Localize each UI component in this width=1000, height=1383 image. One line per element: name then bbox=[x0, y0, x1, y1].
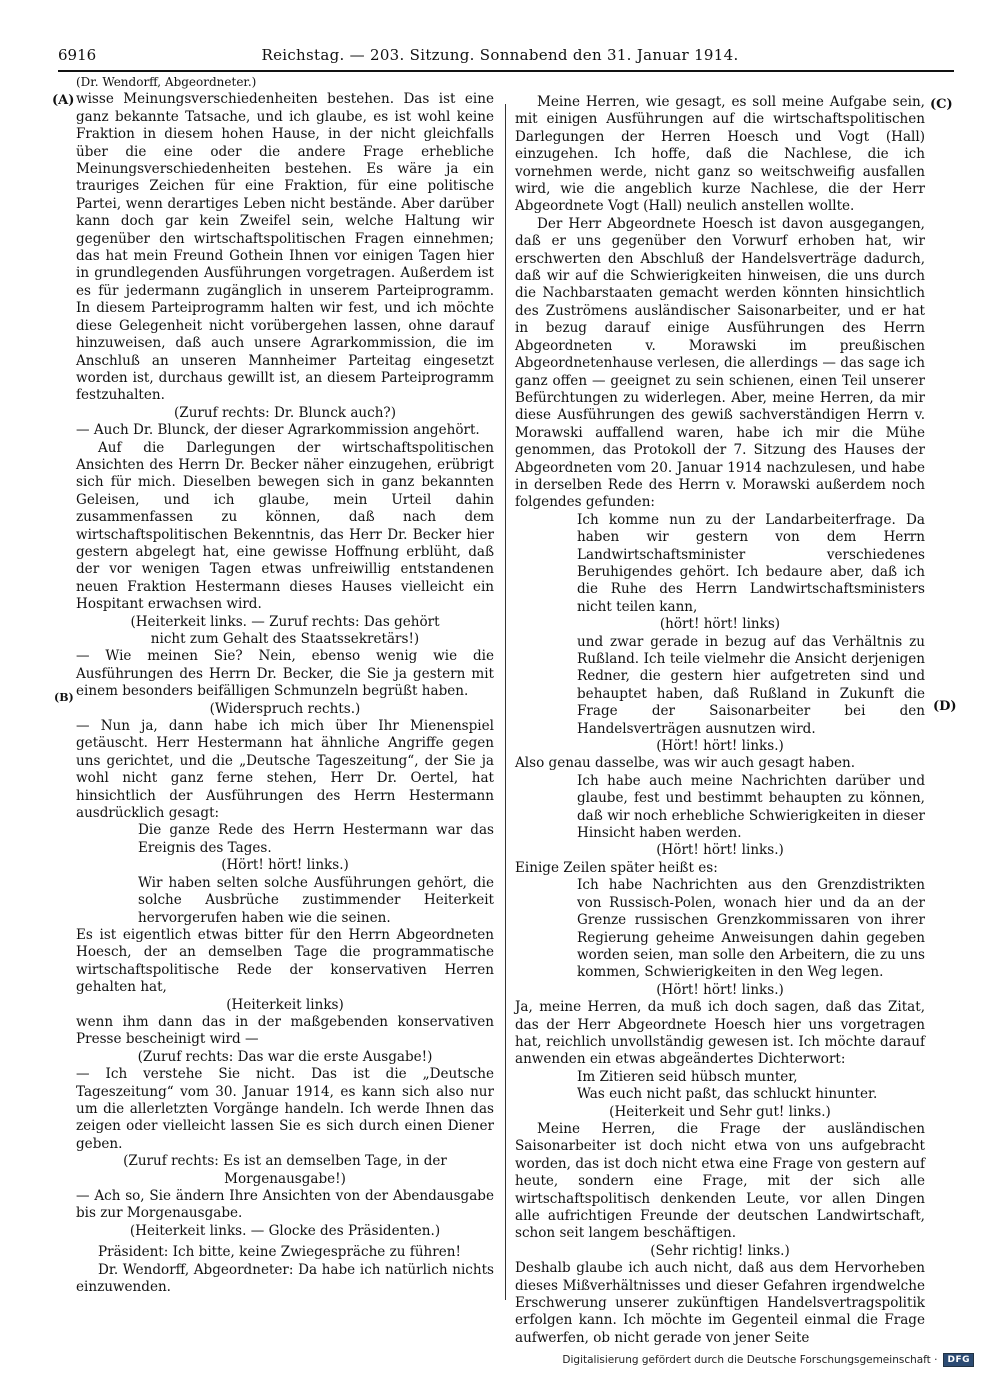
paragraph: Meine Herren, wie gesagt, es soll meine Aufgabe sein, mit einigen Ausführungen auf die wirtschaftspolitischen Darlegungen der Herren Hoesch und Vogt (Hall) einzugehen. Ich hoffe, daß die Nachlese, die ich vornehmen werde, nicht ganz so weitschweifig ausfallen wird, wie die angeblich kurze Nachlese, die der Herr Abgeordnete Vogt (Hall) neulich anstellen wollte. bbox=[515, 94, 925, 215]
president-remark: Präsident: Ich bitte, keine Zwiegespräche zu führen! bbox=[98, 1244, 461, 1261]
interjection: (Hört! hört! links.) bbox=[656, 738, 784, 755]
paragraph: wisse Meinungsverschiedenheiten bestehen. Das ist eine ganz bekannte Tatsache, und ich glaube, es ist wohl keine Fraktion in diesem hohen Hause, in der nicht gleichfalls über die eine oder die andere Frage erhebliche Meinungsverschiedenheiten bestehen. Es wäre ja ein trauriges Zeichen für eine Fraktion, für eine politische Partei, wenn derartiges Leben nicht bestände. Aber darüber kann doch gar kein Zweifel sein, welche Haltung wir gegenüber den wirtschaftspolitischen Fragen einnehmen; das hat mein Freund Gothein Ihnen vor einigen Tagen hier in grundlegenden Ausführungen vorgetragen. Außerdem ist es für jedermann zugänglich in unserem Parteiprogramm. In diesem Parteiprogramm halten wir fest, und ich möchte diese Gelegenheit nicht vorübergehen lassen, ohne darauf hinzuweisen, daß auch unsere Agrarkommission, die im Anschluß an unseren Mannheimer Parteitag eingesetzt worden ist, durchaus gewillt ist, an diesem Parteiprogramm festzuhalten. bbox=[76, 91, 494, 404]
footer-text: Digitalisierung gefördert durch die Deutsche Forschungsgemeinschaft · bbox=[562, 1354, 938, 1366]
verse-line: Im Zitieren seid hübsch munter, bbox=[577, 1068, 798, 1085]
paragraph: Ja, meine Herren, da muß ich doch sagen, daß das Zitat, das der Herr Abgeordnete Hoesch hier uns vorgetragen hat, reichlich unvollständig gewesen ist. Ich möchte darauf anwenden ein etwas abgeändertes Dichterwort: bbox=[515, 999, 925, 1068]
paragraph: Also genau dasselbe, was wir auch gesagt haben. bbox=[515, 755, 856, 772]
page-title: Reichstag. — 203. Sitzung. Sonnabend den 31. Januar 1914. bbox=[261, 46, 739, 64]
margin-marker-a: (A) bbox=[52, 93, 75, 108]
interjection: (hört! hört! links) bbox=[659, 616, 781, 633]
quotation: Ich komme nun zu der Landarbeiterfrage. Da haben wir gestern von dem Herrn Landwirtschaftsminister verschiedenes Beruhigendes gehört. Ich bedaure aber, daß ich die Ruhe des Herrn Landwirtschaftsministers nicht teilen kann, bbox=[577, 511, 925, 615]
paragraph: — Ach so, Sie ändern Ihre Ansichten von der Abendausgabe bis zur Morgenausgabe. bbox=[76, 1188, 494, 1222]
left-column bbox=[76, 74, 494, 1296]
paragraph: Es ist eigentlich etwas bitter für den Herrn Abgeordneten Hoesch, der an demselben Tage die programmatische wirtschaftspolitische Rede der konservativen Herren gehalten hat, bbox=[76, 926, 494, 996]
verse-line: Was euch nicht paßt, das schluckt hinunter. bbox=[577, 1086, 878, 1103]
paragraph: wenn ihm dann das in der maßgebenden konservativen Presse bescheinigt wird — bbox=[76, 1013, 494, 1048]
page-header bbox=[40, 46, 960, 70]
paragraph: — Wie meinen Sie? Nein, ebenso wenig wie die Ausführungen des Herrn Dr. Becker, die Sie ja gestern mit einem besonders beifälligen Schmunzeln begrüßt haben. bbox=[76, 648, 494, 700]
interjection: (Zuruf rechts: Das war die erste Ausgabe!) bbox=[137, 1048, 433, 1065]
quotation: Ich habe auch meine Nachrichten darüber und glaube, fest und bestimmt behaupten zu können, daß wir noch erhebliche Schwierigkeiten in dieser Hinsicht haben werden. bbox=[577, 772, 925, 842]
dfg-logo: DFG bbox=[943, 1353, 974, 1367]
page-number: 6916 bbox=[58, 46, 97, 64]
quotation: Ich habe Nachrichten aus den Grenzdistrikten von Russisch-Polen, wonach hier und da an der Grenze russischen Grenzkommissaren von ihrer Regierung geheime Anweisungen dahin gegeben worden seien, man solle den Arbeitern, die zu uns kommen, Schwierigkeiten in den Weg legen. bbox=[577, 877, 925, 981]
quotation: Die ganze Rede des Herrn Hestermann war das Ereignis des Tages. bbox=[138, 822, 494, 856]
paragraph: — Nun ja, dann habe ich mich über Ihr Mienenspiel getäuscht. Herr Hestermann hat ähnliche Angriffe gegen uns gerichtet, und die „Deutsche Tageszeitung“, der Sie ja wohl nicht ganz ferne stehen, Herr Dr. Oertel, hat hinsichtlich der Ausführungen des Herrn Hestermann ausdrücklich gesagt: bbox=[76, 718, 494, 822]
column-divider bbox=[505, 104, 506, 1300]
margin-marker-b: (B) bbox=[54, 691, 74, 704]
speaker-reply: Dr. Wendorff, Abgeordneter: Da habe ich natürlich nichts einzuwenden. bbox=[76, 1261, 494, 1296]
margin-marker-d: (D) bbox=[933, 699, 957, 714]
header-rule bbox=[58, 70, 954, 72]
interjection: (Hört! hört! links.) bbox=[656, 981, 784, 998]
paragraph: Meine Herren, die Frage der ausländischen Saisonarbeiter ist doch nicht etwa von uns aufgebracht worden, das ist doch nicht etwa eine Frage von gestern auf heute, sondern eine Frage, mit der sich alle wirtschaftspolitisch denkenden Leute, vor allen Dingen alle aufrichtigen Freunde der deutschen Landwirtschaft, schon seit langem beschäftigen. bbox=[515, 1120, 925, 1242]
paragraph: — Ich verstehe Sie nicht. Das ist die „Deutsche Tageszeitung“ vom 30. Januar 1914, es kann sich also nur um die allerletzten Vorgänge handeln. Ich werde Ihnen das zeigen oder vielleicht lassen Sie es sich durch einen Diener geben. bbox=[76, 1066, 494, 1152]
quotation: und zwar gerade in bezug auf das Verhältnis zu Rußland. Ich teile vielmehr die Ansicht derjenigen Redner, die gestern hier aufgetreten sind und behauptet haben, daß Rußland in Zukunft die Frage der Saisonarbeiter bei den Handelsverträgen ausnutzen wird. bbox=[577, 633, 925, 737]
interjection: (Heiterkeit links. — Glocke des Präsidenten.) bbox=[129, 1222, 441, 1239]
interjection: (Zuruf rechts: Dr. Blunck auch?) bbox=[174, 404, 396, 421]
interjection: (Heiterkeit und Sehr gut! links.) bbox=[609, 1103, 831, 1120]
quotation: Wir haben selten solche Ausführungen gehört, die solche Ausbrüche zustimmender Heiterkeit hervorgerufen haben wie die seinen. bbox=[138, 874, 494, 926]
interjection: (Heiterkeit links. — Zuruf rechts: Das gehört nicht zum Gehalt des Staatssekretärs!) bbox=[130, 613, 440, 647]
interjection: (Widerspruch rechts.) bbox=[209, 700, 361, 717]
interjection: (Hört! hört! links.) bbox=[656, 842, 784, 859]
paragraph: Deshalb glaube ich auch nicht, daß aus dem Hervorheben dieses Mißverhältnisses und dieser Gefahren irgendwelche Erschwerung unserer zukünftigen Handelsvertragspolitik erfolgen kann. Ich möchte im Gegenteil einmal die Frage aufwerfen, ob nicht gerade von jener Seite bbox=[515, 1260, 925, 1346]
paragraph: Der Herr Abgeordnete Hoesch ist davon ausgegangen, daß er uns gegenüber den Vorwurf erhoben hat, wir erschwerten den Abschluß der Handelsverträge dadurch, daß wir auf die Schwierigkeiten hinweisen, die uns durch die Nachbarstaaten gemacht werden könnten hinsichtlich des Zuströmens ausländischer Saisonarbeiter, und er hat in bezug darauf einige Ausführungen des Herrn Abgeordneten v. Morawski im preußischen Abgeordnetenhause verlesen, die allerdings — das sage ich ganz offen — geeignet zu sein schienen, einen Teil unserer Befürchtungen zu widerlegen. Aber, meine Herren, da mir diese Ausführungen des gewiß sachverständigen Herrn v. Morawski auffallend waren, habe ich mir die Mühe genommen, das Protokoll der 7. Sitzung des Hauses der Abgeordneten vom 20. Januar 1914 nachzulesen, und habe in derselben Rede des Herrn v. Morawski außerdem noch folgendes gefunden: bbox=[515, 215, 925, 511]
paragraph: Auf die Darlegungen der wirtschaftspolitischen Ansichten des Herrn Dr. Becker näher einzugehen, erübrigt sich für mich. Dieselben bewegen sich in ganz bekannten Geleisen, und ich glaube, mein Urteil dahin zusammenfassen zu können, daß nach dem wirtschaftspolitischen Bekenntnis, das Herr Dr. Becker hier gestern abgelegt hat, eine gewisse Hoffnung erblüht, daß der vor wenigen Tagen etwas unfreiwillig entstandenen neuen Fraktion Hestermann dieses Hauses vielleicht ein Hospitant erwachsen wird. bbox=[76, 439, 494, 613]
right-column bbox=[515, 74, 925, 1347]
paragraph: — Auch Dr. Blunck, der dieser Agrarkommission angehört. bbox=[76, 422, 480, 439]
interjection: (Zuruf rechts: Es ist an demselben Tage, in der Morgenausgabe!) bbox=[123, 1153, 447, 1187]
footer-credit bbox=[562, 1353, 974, 1367]
margin-marker-c: (C) bbox=[930, 97, 953, 112]
interjection: (Heiterkeit links) bbox=[226, 996, 344, 1013]
interjection: (Sehr richtig! links.) bbox=[650, 1242, 790, 1259]
speaker-note: (Dr. Wendorff, Abgeordneter.) bbox=[76, 75, 257, 89]
paragraph: Einige Zeilen später heißt es: bbox=[515, 859, 718, 876]
interjection: (Hört! hört! links.) bbox=[221, 857, 349, 874]
